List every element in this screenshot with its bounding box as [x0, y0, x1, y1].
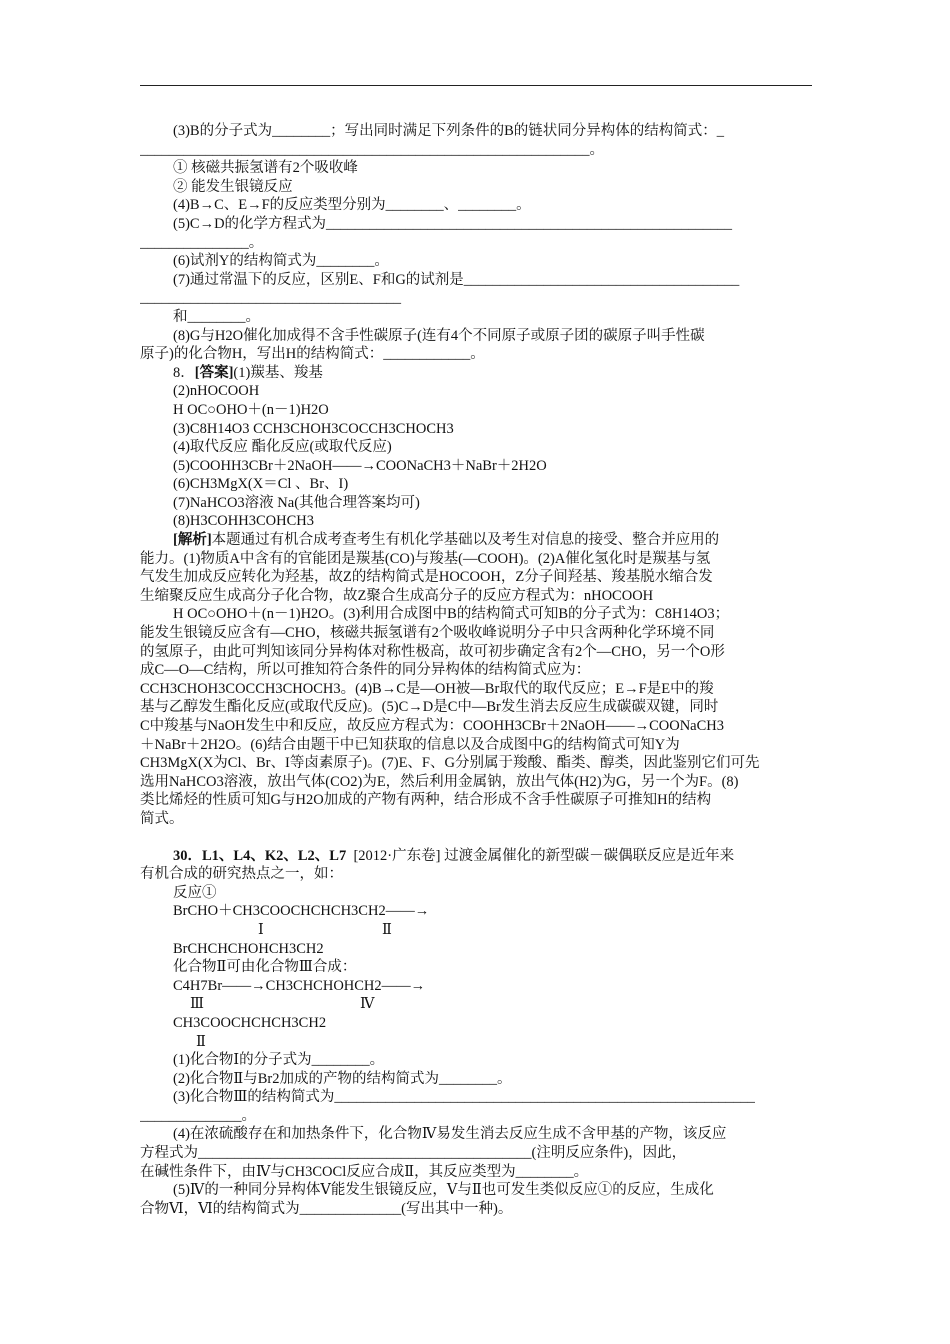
q30-part3-line2: ______________。 — [140, 1107, 256, 1124]
q30-synthesis-intro: 化合物Ⅱ可由化合物Ⅲ合成： — [173, 959, 357, 976]
q30-synthesis-equation: C4H7Br——→CH3CHCHOHCH2——→ — [173, 977, 426, 994]
q30-synthesis-labels — [140, 995, 812, 1014]
q30-part4-line2: 方程式为______________________________________________(注明反应条件)，因此， — [140, 1145, 687, 1162]
q30-intro-1: [2012·广东卷] 过渡金属催化的新型碳－碳偶联反应是近年来 — [353, 847, 735, 864]
compound-III-label: Ⅲ — [190, 996, 204, 1013]
q30-reaction1-product: BrCHCHCHOHCH3CH2 — [173, 940, 324, 957]
analysis-line-4: 生缩聚反应生成高分子化合物，故Z聚合生成高分子的反应方程式为：nHOCOOH — [140, 587, 654, 604]
q8-part5-line1: (5)C→D的化学方程式为________________________________________________________ — [173, 215, 733, 232]
q30-part1: (1)化合物Ⅰ的分子式为________。 — [173, 1052, 385, 1069]
answer-heading — [140, 364, 812, 383]
answer-7: (7)NaHCO3溶液 Na(其他合理答案均可) — [173, 494, 420, 511]
compound-I-label: Ⅰ — [258, 921, 264, 938]
analysis-line-11: C中羧基与NaOH发生中和反应，故反应方程式为：COOHH3CBr＋2NaOH——→COONaCH3 — [140, 718, 725, 734]
q8-condition-1: ① 核磁共振氢谱有2个吸收峰 — [173, 160, 358, 177]
analysis-line-1 — [140, 531, 812, 550]
q8-part6: (6)试剂Y的结构简式为________。 — [173, 253, 389, 270]
analysis-line-7: 的氢原子，由此可判知该同分异构体对称性极高，故可初步确定含有2个—CHO，另一个O形 — [140, 643, 725, 660]
analysis-line-16: 简式。 — [140, 810, 184, 827]
q8-part7-line2: ____________________________________ — [140, 290, 401, 307]
q8-part8-line1: (8)G与H2O催化加成得不含手性碳原子(连有4个不同原子或原子团的碳原子叫手性碳 — [173, 327, 705, 344]
analysis-line-13: CH3MgX(X为Cl、Br、I等卤素原子)。(7)E、F、G分别属于羧酸、酯类、醇类，因此鉴别它们可先 — [140, 755, 760, 772]
q30-part4-line1: (4)在浓硫酸存在和加热条件下，化合物Ⅳ易发生消去反应生成不含甲基的产物，该反应 — [173, 1126, 727, 1143]
q30-reaction1-equation: BrCHO＋CH3COOCHCHCH3CH2——→ — [173, 903, 430, 920]
analysis-line-5: H OC○OHO＋(n－1)H2O。(3)利用合成图中B的结构简式可知B的分子式为：C8H14O3； — [173, 606, 730, 623]
answer-6: (6)CH3MgX(X＝Cl 、Br、I) — [173, 476, 349, 493]
q8-condition-2: ② 能发生银镜反应 — [173, 178, 293, 195]
q8-part3-line1: (3)B的分子式为________；写出同时满足下列条件的B的链状同分异构体的结构简式：_ — [173, 123, 724, 139]
analysis-line-10: 基与乙醇发生酯化反应(或取代反应)。(5)C→D是C中—Br发生消去反应生成碳碳双键，同时 — [140, 699, 719, 716]
q30-part3-line1: (3)化合物Ⅲ的结构简式为__________________________________________________________ — [173, 1089, 755, 1106]
q8-part7-line3: 和________。 — [173, 308, 260, 325]
answer-3: (3)C8H14O3 CCH3CHOH3COCCH3CHOCH3 — [173, 420, 454, 437]
answer-5: (5)COOHH3CBr＋2NaOH——→COONaCH3＋NaBr＋2H2O — [173, 457, 547, 474]
q30-synthesis-product: CH3COOCHCHCH3CH2 — [173, 1014, 327, 1031]
analysis-line-8: 成C—O—C结构，所以可推知符合条件的同分异构体的结构简式应为： — [140, 662, 591, 679]
q8-part4: (4)B→C、E→F的反应类型分别为________、________。 — [173, 197, 531, 214]
compound-II-label-2: Ⅱ — [196, 1033, 206, 1050]
q8-part3-line2: ______________________________________________________________。 — [140, 141, 604, 158]
analysis-label: [解析] — [173, 532, 212, 549]
q30-part5-line2: 合物Ⅵ，Ⅵ的结构简式为______________(写出其中一种)。 — [140, 1200, 513, 1217]
analysis-text-1: 本题通过有机合成考查考生有机化学基础以及考生对信息的接受、整合并应用的 — [211, 532, 720, 549]
analysis-line-9: CCH3CHOH3COCCH3CHOCH3。(4)B→C是—OH被—Br取代的取代反应；E→F是E中的羧 — [140, 680, 714, 697]
q30-intro-2: 有机合成的研究热点之一，如： — [140, 866, 343, 883]
q30-heading — [140, 847, 812, 866]
q30-part5-line1: (5)Ⅳ的一种同分异构体Ⅴ能发生银镜反应，Ⅴ与Ⅱ也可发生类似反应①的反应，生成化 — [173, 1182, 714, 1199]
document-body — [140, 122, 812, 1218]
q30-number-tags: 30．L1、L4、K2、L2、L7 — [173, 847, 347, 864]
q30-part2: (2)化合物Ⅱ与Br2加成的产物的结构简式为________。 — [173, 1070, 512, 1087]
q30-synthesis-product-label — [140, 1033, 812, 1052]
compound-IV-label: Ⅳ — [360, 996, 375, 1013]
analysis-line-15: 类比烯烃的性质可知G与H2O加成的产物有两种，结合形成不含手性碳原子可推知H的结构 — [140, 792, 712, 809]
q30-part4-line3: 在碱性条件下，由Ⅳ与CH3COCl反应合成Ⅱ，其反应类型为________。 — [140, 1163, 589, 1180]
answer-1: (1)羰基、羧基 — [233, 364, 323, 381]
analysis-line-12: ＋NaBr＋2H2O。(6)结合由题干中已知获取的信息以及合成图中G的结构简式可知Y为 — [140, 736, 680, 753]
analysis-line-3: 气发生加成反应转化为羟基，故Z的结构简式是HOCOOH，Z分子间羟基、羧基脱水缩合发 — [140, 569, 713, 586]
section-gap — [140, 829, 812, 847]
q8-part8-line2: 原子)的化合物H，写出H的结构简式：____________。 — [140, 346, 485, 363]
header-rule — [140, 85, 812, 86]
q30-reaction1-title: 反应① — [173, 884, 217, 901]
answer-2: (2)nHOCOOH — [173, 383, 260, 400]
answer-number: 8． — [173, 364, 195, 381]
answer-8: (8)H3COHH3COHCH3 — [173, 513, 314, 530]
analysis-line-6: 能发生银镜反应含有—CHO，核磁共振氢谱有2个吸收峰说明分子中只含两种化学环境不同 — [140, 625, 715, 642]
analysis-line-2: 能力。(1)物质A中含有的官能团是羰基(CO)与羧基(—COOH)。(2)A催化氢化时是羰基与氢 — [140, 550, 711, 567]
analysis-line-14: 选用NaHCO3溶液，放出气体(CO2)为E，然后利用金属钠，放出气体(H2)为G，另一个为F。(8) — [140, 773, 739, 790]
answer-2-product: H OC○OHO＋(n－1)H2O — [173, 401, 329, 418]
q8-part7-line1: (7)通过常温下的反应，区别E、F和G的试剂是______________________________________ — [173, 271, 740, 288]
q8-part5-line2: _______________。 — [140, 234, 264, 251]
q30-reaction1-labels — [140, 921, 812, 940]
answer-4: (4)取代反应 酯化反应(或取代反应) — [173, 439, 392, 456]
compound-II-label: Ⅱ — [382, 921, 392, 938]
answer-label: [答案] — [194, 364, 234, 381]
